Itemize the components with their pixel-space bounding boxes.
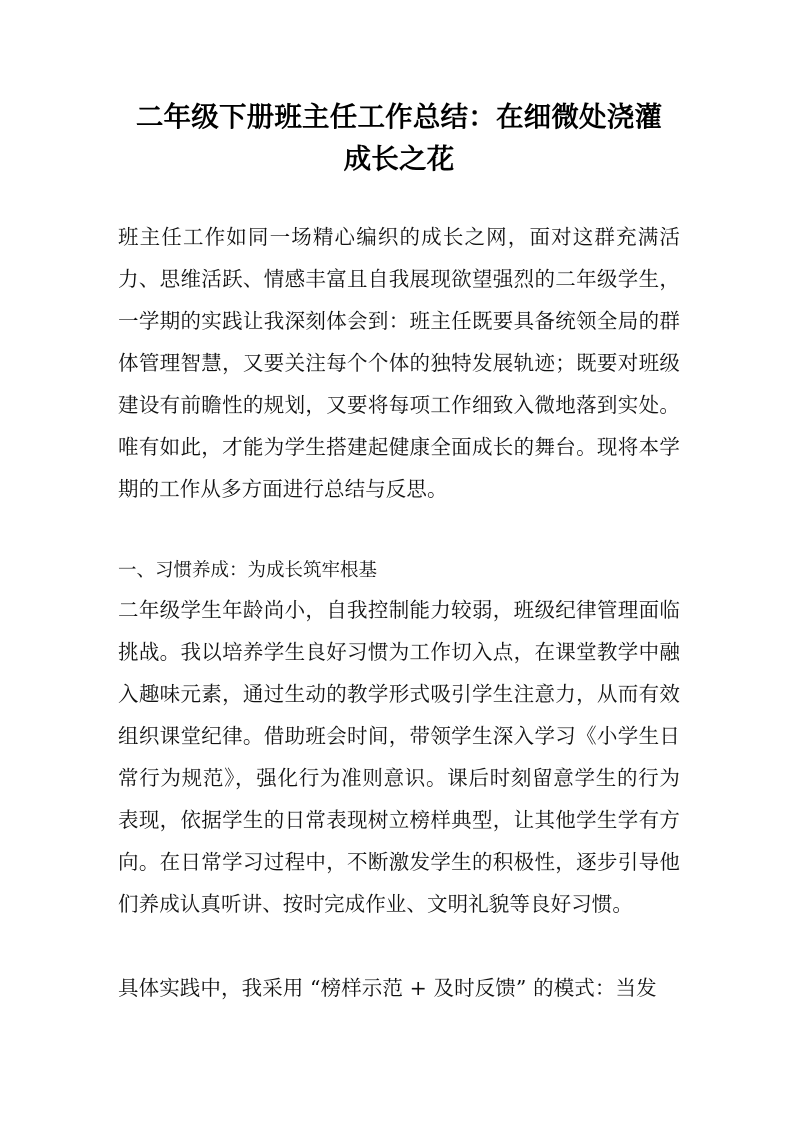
intro-paragraph: 班主任工作如同一场精心编织的成长之网，面对这群充满活力、思维活跃、情感丰富且自我展现欲望强烈的二年级学生，一学期的实践让我深刻体会到：班主任既要具备统领全局的群体管理智慧，又要关注每个个体的独特发展轨迹；既要对班级建设有前瞻性的规划，又要将每项工作细致入微地落到实处。唯有如此，才能为学生搭建起健康全面成长的舞台。现将本学期的工作从多方面进行总结与反思。: [118, 225, 680, 501]
paragraph-spacer-1: [118, 510, 680, 552]
paragraph-spacer-2: [118, 925, 680, 967]
section-1-practice-paragraph: 具体实践中，我采用 “榜样示范 + 及时反馈” 的模式：当发: [118, 976, 657, 1000]
title-block: [118, 96, 680, 180]
page-title-line-2: 成长之花: [343, 143, 455, 175]
document-body: [118, 216, 680, 1009]
page-title-line-1: 二年级下册班主任工作总结：在细微处浇灌: [135, 101, 663, 133]
section-1-body-paragraph: 二年级学生年龄尚小，自我控制能力较弱，班级纪律管理面临挑战。我以培养学生良好习惯为工作切入点，在课堂教学中融入趣味元素，通过生动的教学形式吸引学生注意力，从而有效组织课堂纪律。借助班会时间，带领学生深入学习《小学生日常行为规范》，强化行为准则意识。课后时刻留意学生的行为表现，依据学生的日常表现树立榜样典型，让其他学生学有方向。在日常学习过程中，不断激发学生的积极性，逐步引导他们养成认真听讲、按时完成作业、文明礼貌等良好习惯。: [118, 598, 680, 916]
section-1-heading: 一、习惯养成：为成长筑牢根基: [118, 560, 378, 581]
